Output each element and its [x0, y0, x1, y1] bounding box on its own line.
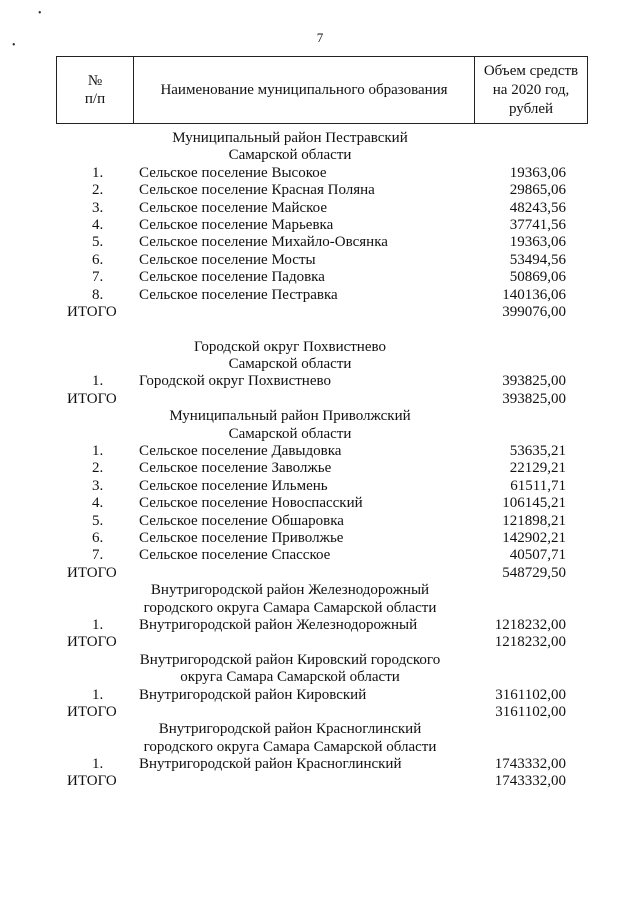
total-amount: 3161102,00 — [495, 703, 566, 720]
row-number: 5. — [92, 512, 104, 529]
total-amount: 1743332,00 — [494, 773, 566, 790]
row-name: Сельское поселение Заволжье — [139, 460, 332, 477]
table-row — [0, 547, 640, 564]
table-row — [0, 478, 640, 495]
row-number: 7. — [92, 547, 104, 564]
table-row — [0, 373, 640, 390]
table-row — [0, 687, 640, 704]
row-number: 1. — [92, 373, 104, 390]
section-title-row — [0, 582, 640, 599]
row-name: Сельское поселение Обшаровка — [139, 512, 344, 529]
row-number: 4. — [92, 495, 104, 512]
row-amount: 393825,00 — [502, 373, 566, 390]
row-name: Сельское поселение Давыдовка — [139, 443, 342, 460]
row-number: 7. — [92, 269, 104, 286]
row-amount: 1218232,00 — [494, 616, 566, 633]
table-row — [0, 234, 640, 251]
row-amount: 29865,06 — [509, 182, 566, 199]
header-amount-line: Объем средств — [483, 62, 579, 79]
section-title: Самарской области — [228, 147, 352, 164]
table-row — [0, 513, 640, 530]
row-name: Сельское поселение Пестравка — [139, 286, 338, 303]
header-amount-line: рублей — [508, 100, 554, 117]
table-row — [0, 165, 640, 182]
total-row — [0, 704, 640, 721]
table-row — [0, 443, 640, 460]
section-title-row — [0, 739, 640, 756]
row-amount: 48243,56 — [509, 199, 566, 216]
row-name: Городской округ Похвистнево — [139, 373, 331, 390]
total-label: ИТОГО — [67, 634, 117, 651]
row-amount: 1743332,00 — [494, 756, 566, 773]
row-amount: 22129,21 — [509, 460, 566, 477]
row-name: Сельское поселение Новоспасский — [139, 495, 363, 512]
total-label: ИТОГО — [67, 773, 117, 790]
row-number: 2. — [92, 182, 104, 199]
total-amount: 393825,00 — [502, 390, 566, 407]
row-amount: 140136,06 — [502, 286, 566, 303]
row-amount: 53494,56 — [509, 251, 566, 268]
page-number: 7 — [316, 30, 324, 45]
section-title-row — [0, 356, 640, 373]
total-label: ИТОГО — [67, 390, 117, 407]
row-number: 1. — [92, 164, 104, 181]
row-name: Внутригородской район Кировский — [139, 686, 367, 703]
table-row — [0, 200, 640, 217]
section-title: городского округа Самара Самарской области — [143, 599, 437, 616]
row-name: Сельское поселение Ильмень — [139, 477, 328, 494]
header-name-column: Наименование муниципального образования — [134, 57, 475, 123]
row-name: Сельское поселение Приволжье — [139, 529, 344, 546]
section-title: Внутригородской район Кировский городского — [139, 651, 441, 668]
section-title-row — [0, 426, 640, 443]
row-number: 8. — [92, 286, 104, 303]
header-amount-column — [475, 57, 587, 123]
total-label: ИТОГО — [67, 703, 117, 720]
total-label: ИТОГО — [67, 564, 117, 581]
row-number: 1. — [92, 686, 104, 703]
section-title: Муниципальный район Приволжский — [169, 408, 411, 425]
row-name: Сельское поселение Красная Поляна — [139, 182, 375, 199]
table-row — [0, 617, 640, 634]
table-row — [0, 530, 640, 547]
section-title: Внутригородской район Красноглинский — [158, 721, 422, 738]
section-title: Самарской области — [228, 425, 352, 442]
row-name: Сельское поселение Михайло-Овсянка — [139, 234, 388, 251]
section-title-row — [0, 408, 640, 425]
row-name: Сельское поселение Спасское — [139, 547, 331, 564]
table-row — [0, 182, 640, 199]
row-number: 1. — [92, 443, 104, 460]
section-title-row — [0, 669, 640, 686]
section-title: Городской округ Похвистнево — [194, 338, 386, 355]
row-number: 3. — [92, 477, 104, 494]
table-row — [0, 756, 640, 773]
row-amount: 106145,21 — [502, 495, 566, 512]
table-row — [0, 495, 640, 512]
header-amount-line: на 2020 год, — [492, 81, 570, 98]
section-title: городского округа Самара Самарской области — [143, 738, 437, 755]
total-amount: 399076,00 — [502, 303, 566, 320]
section-title: округа Самара Самарской области — [180, 669, 400, 686]
row-number: 1. — [92, 616, 104, 633]
row-amount: 3161102,00 — [495, 686, 566, 703]
section-title-row — [0, 130, 640, 147]
row-amount: 53635,21 — [509, 443, 566, 460]
row-name: Сельское поселение Высокое — [139, 164, 327, 181]
table-row — [0, 287, 640, 304]
section-title: Внутригородской район Железнодорожный — [150, 582, 430, 599]
row-amount: 50869,06 — [509, 269, 566, 286]
row-number: 6. — [92, 529, 104, 546]
table-row — [0, 252, 640, 269]
total-row — [0, 634, 640, 651]
table-header — [56, 56, 588, 124]
table-row — [0, 269, 640, 286]
row-amount: 19363,06 — [509, 234, 566, 251]
scan-mark: • — [38, 8, 42, 19]
total-row — [0, 304, 640, 321]
total-amount: 548729,50 — [502, 564, 566, 581]
section-title-row — [0, 600, 640, 617]
row-name: Внутригородской район Красноглинский — [139, 756, 402, 773]
header-number-column — [57, 57, 134, 123]
total-row — [0, 773, 640, 790]
total-label: ИТОГО — [67, 303, 117, 320]
row-number: 2. — [92, 460, 104, 477]
total-amount: 1218232,00 — [494, 634, 566, 651]
row-name: Внутригородской район Железнодорожный — [139, 616, 418, 633]
row-number: 1. — [92, 756, 104, 773]
row-number: 4. — [92, 216, 104, 233]
table-row — [0, 217, 640, 234]
header-num-symbol: № — [87, 73, 103, 89]
row-name: Сельское поселение Майское — [139, 199, 327, 216]
row-name: Сельское поселение Марьевка — [139, 216, 334, 233]
row-amount: 37741,56 — [509, 216, 566, 233]
section-title: Муниципальный район Пестравский — [172, 130, 408, 146]
row-name: Сельское поселение Мосты — [139, 251, 316, 268]
row-number: 5. — [92, 234, 104, 251]
table-row — [0, 460, 640, 477]
row-amount: 142902,21 — [502, 529, 566, 546]
row-amount: 40507,71 — [509, 547, 566, 564]
table-body — [0, 130, 640, 791]
total-row — [0, 391, 640, 408]
total-row — [0, 565, 640, 582]
row-amount: 19363,06 — [509, 164, 566, 181]
row-number: 3. — [92, 199, 104, 216]
header-num-abbr: п/п — [84, 91, 106, 107]
section-title-row — [0, 721, 640, 738]
section-spacer — [0, 321, 640, 338]
section-title: Самарской области — [228, 356, 352, 373]
row-name: Сельское поселение Падовка — [139, 269, 325, 286]
row-number: 6. — [92, 251, 104, 268]
scan-mark: • — [12, 40, 16, 51]
row-amount: 121898,21 — [502, 512, 566, 529]
section-title-row — [0, 652, 640, 669]
section-title-row — [0, 339, 640, 356]
section-title-row — [0, 147, 640, 164]
row-amount: 61511,71 — [510, 477, 566, 494]
